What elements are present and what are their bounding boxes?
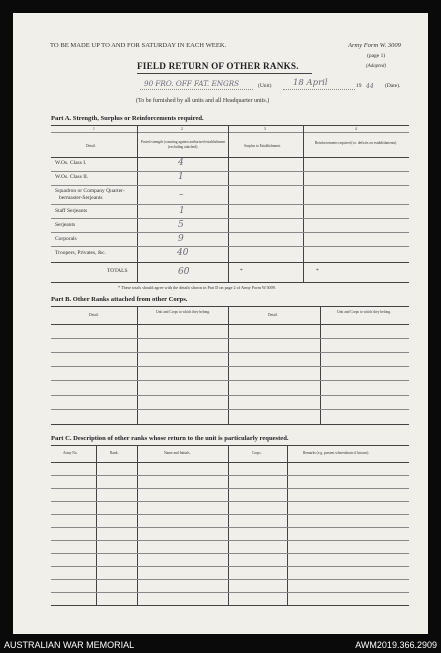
row-label-serjeants: Serjeants [55, 222, 76, 228]
part-c-row-rule [51, 540, 409, 541]
row-value-cqms: – [179, 190, 184, 200]
row-rule [51, 218, 409, 219]
part-c-col-divider-4 [287, 445, 288, 605]
part-b-top-rule [51, 306, 409, 307]
part-b-heading: Part B. Other Ranks attached from other Corps. [51, 296, 188, 303]
furnish-note: (To be furnished by all units and all Headquarter units.) [136, 98, 270, 104]
part-b-col-header-unit-corps: Unit and Corps to which they belong. [156, 310, 210, 314]
adapted-note: (Adapted) [366, 64, 386, 69]
part-c-col-divider-2 [137, 445, 138, 605]
totals-label: TOTALS [107, 268, 128, 274]
part-c-col-header-remarks: Remarks (e.g. present whereabouts if known). [303, 451, 370, 455]
part-b-row-rule [51, 338, 409, 339]
row-rule [51, 204, 409, 205]
row-rule [51, 246, 409, 247]
part-c-row-rule [51, 566, 409, 567]
unit-value: 90 FRO. OFF FAT. ENGRS [144, 79, 240, 88]
part-c-row-rule [51, 514, 409, 515]
col-header-detail: Detail. [86, 144, 96, 148]
totals-top-rule [51, 262, 409, 263]
totals-asterisk-surplus: * [240, 268, 243, 274]
part-c-row-rule [51, 501, 409, 502]
row-value-serjeants: 5 [178, 220, 184, 230]
row-label-troopers: Troopers, Privates, &c. [55, 250, 106, 256]
totals-asterisk-reinforcements: * [316, 268, 319, 274]
row-label-staff-serjeants: Staff Serjeants [55, 208, 88, 214]
row-rule [51, 232, 409, 233]
row-value-wo-class-1: 4 [178, 158, 184, 168]
part-b-col-divider-2 [228, 306, 229, 424]
row-value-troopers: 40 [177, 248, 189, 258]
header-note: TO BE MADE UP TO AND FOR SATURDAY IN EACH WEEK. [50, 42, 227, 49]
col-number-2: 2 [181, 127, 183, 131]
part-b-header-rule [51, 324, 409, 325]
part-c-row-rule [51, 579, 409, 580]
part-c-heading: Part C. Description of other ranks whose return to the unit is particularly requested. [51, 435, 289, 442]
col-header-posted-strength: Posted strength (counting against authorised establishment (excluding attached). [140, 140, 226, 149]
part-c-row-rule [51, 527, 409, 528]
part-c-row-rule [51, 488, 409, 489]
date-value: 18 April [293, 78, 328, 88]
footer-accession-number: AWM2019.366.2909 [355, 640, 437, 650]
part-b-col-divider-3 [320, 306, 321, 424]
part-b-bottom-rule [51, 424, 409, 425]
totals-value: 60 [178, 267, 190, 277]
footer-credit: AUSTRALIAN WAR MEMORIAL [4, 640, 135, 650]
page-number: (page 1) [367, 53, 386, 59]
part-a-footnote: * These totals should agree with the details shown in Part D on page 2 of Army Form W.3009. [118, 285, 276, 290]
row-value-wo-class-2: 1 [178, 172, 184, 182]
row-label-wo-class-2: W.Os. Class II. [55, 174, 89, 180]
part-c-col-divider-3 [228, 445, 229, 605]
row-label-cqms: Squadron or Company Quarter- [55, 188, 125, 194]
date-line [283, 89, 355, 90]
year-label: 19 [356, 83, 362, 89]
col-number-3: 3 [264, 127, 266, 131]
part-b-row-rule [51, 352, 409, 353]
part-c-row-rule [51, 592, 409, 593]
unit-line [140, 89, 253, 90]
row-value-staff-serjeants: 1 [179, 206, 185, 216]
row-label-corporals: Corporals [55, 236, 77, 242]
part-c-row-rule [51, 475, 409, 476]
col-header-surplus: Surplus to Establishment. [244, 144, 281, 148]
date-label: (Date). [385, 83, 401, 89]
row-label-cqms-cont: bermaster-Serjeants [59, 195, 103, 201]
part-c-col-header-corps: Corps. [252, 451, 262, 455]
part-b-col-header-detail: Detail. [89, 313, 99, 317]
part-b-col-divider-1 [137, 306, 138, 424]
part-a-top-rule [51, 125, 409, 126]
row-rule [51, 185, 409, 186]
form-id: Army Form W. 3009 [348, 42, 401, 49]
part-c-top-rule [51, 445, 409, 446]
col-header-reinforcements: Reinforcements required (i.e. deficits on establishments). [314, 141, 398, 145]
part-b-col-header-detail-2: Detail. [268, 313, 278, 317]
part-a-heading: Part A. Strength, Surplus or Reinforcements required. [51, 115, 204, 122]
year-value: 44 [366, 83, 374, 90]
part-c-bottom-rule [51, 605, 409, 606]
part-c-header-rule [51, 462, 409, 463]
row-rule [51, 171, 409, 172]
part-b-row-rule [51, 409, 409, 410]
title-underline [137, 73, 312, 74]
part-c-col-header-rank: Rank. [110, 451, 119, 455]
part-c-col-header-name: Name and Initials. [164, 451, 191, 455]
row-label-wo-class-1: W.Os. Class I. [55, 160, 87, 166]
col-number-1: 1 [93, 127, 95, 131]
part-b-row-rule [51, 395, 409, 396]
row-value-corporals: 9 [178, 234, 184, 244]
part-c-row-rule [51, 553, 409, 554]
part-c-col-divider-1 [96, 445, 97, 605]
part-a-number-rule [51, 132, 409, 133]
part-b-col-header-unit-corps-2: Unit and Corps to which they belong. [337, 310, 391, 314]
part-a-bottom-rule [51, 282, 409, 283]
part-b-row-rule [51, 380, 409, 381]
part-b-row-rule [51, 366, 409, 367]
unit-label: (Unit) [258, 83, 272, 89]
col-number-4: 4 [355, 127, 357, 131]
part-a-header-rule [51, 157, 409, 158]
page-title: FIELD RETURN OF OTHER RANKS. [137, 61, 299, 71]
part-c-col-header-army-no: Army No. [63, 451, 78, 455]
